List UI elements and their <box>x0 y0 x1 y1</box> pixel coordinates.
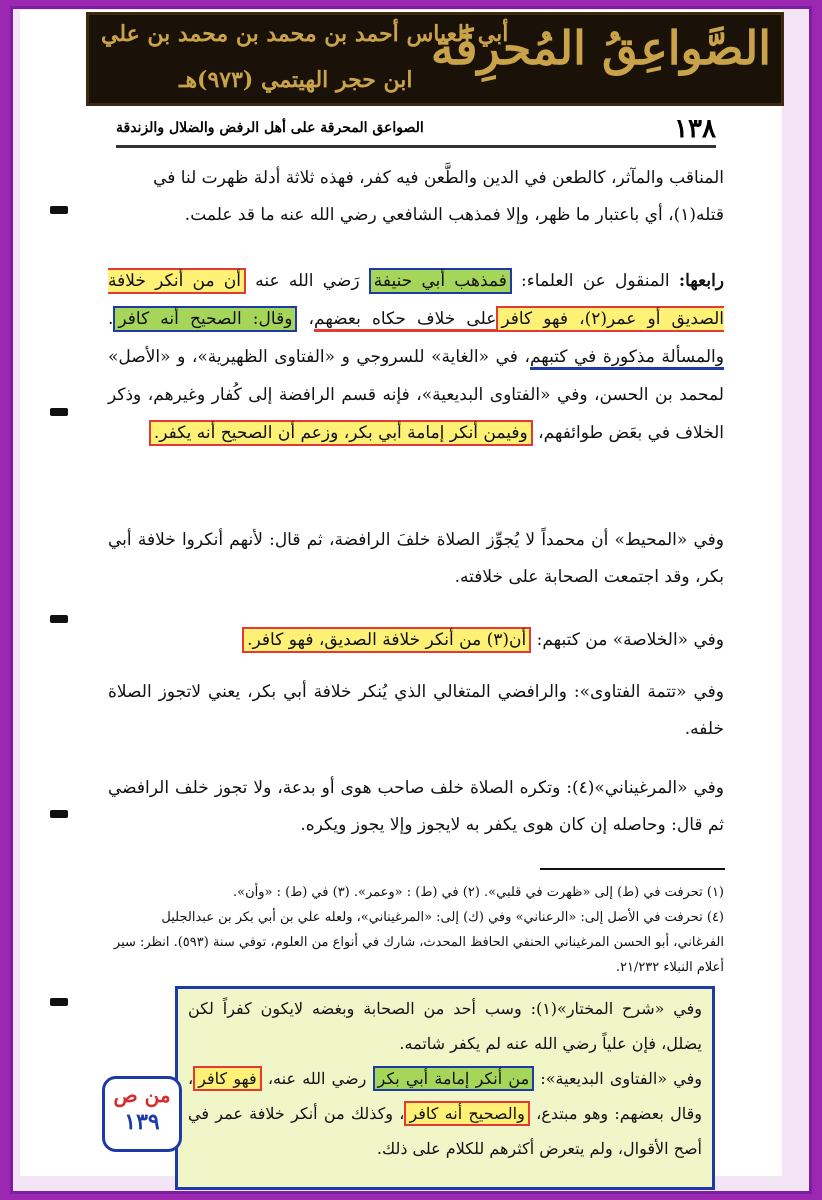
highlight-abu-bakr-imamate: وفيمن أنكر إمامة أبي بكر، وزعم أن الصحيح أنه يكفر. <box>149 420 533 446</box>
margin-mark <box>50 615 68 623</box>
paragraph-1-line-2: قتله(١)، أي باعتبار ما ظهر، وإلا فمذهب الشافعي رضي الله عنه ما قد علمت. <box>184 205 724 225</box>
margin-mark <box>50 206 68 214</box>
paragraph-6: وفي «المرغيناني»(٤): وتكره الصلاة خلف صاحب هوى أو بدعة، ولا تجوز خلف الرافضي ثم قال: وحاصله إن كان هوى يكفر به لايجوز وإلا يجوز ويكره. <box>108 778 724 835</box>
footnote-1-3: (١) تحرفت في (ط) إلى «ظهرت في قلبي». (٢) في (ط) : «وعمر». (٣) في (ط) : «وأن». <box>233 885 724 900</box>
text-span: ، وقال بعضهم: وهو مبتدع، <box>188 1069 703 1123</box>
text-span: . <box>108 309 114 329</box>
underline-mentioned-in-books: والمسألة مذكورة في كتبهم <box>530 347 724 370</box>
author-line-2: ابن حجر الهيتمي (٩٧٣)هـ <box>179 67 413 93</box>
paragraph-2-lead: رابعها: <box>678 271 724 291</box>
author-line-1: أبي العباس أحمد بن محمد بن محمد بن علي <box>101 21 509 47</box>
text-span: ، <box>297 309 315 329</box>
book-title: الصَّواعِقُ المُحرِقَة <box>430 21 771 75</box>
highlight-correct-is-kafir: والصحيح أنه كافر <box>404 1101 529 1126</box>
running-title: الصواعق المحرقة على أهل الرفض والضلال والزندقة <box>116 120 424 136</box>
text-span: رضي الله عنه، <box>261 1069 373 1088</box>
margin-mark <box>50 408 68 416</box>
page-header <box>116 114 716 148</box>
underline-disagreement: على خلاف حكاه بعضهم <box>314 309 496 332</box>
paragraph-2 <box>108 262 724 452</box>
highlight-denier-is-kafir: أن من أنكر خلافة الصديق أو عمر(٢)، فهو كافر <box>108 268 724 332</box>
paragraph-1-line-1: المناقب والمآثر، كالطعن في الدين والطَّعن فيه كفر، فهذه ثلاثة أدلة ظهرت لنا في <box>153 168 724 188</box>
excerpt-text: وفي «شرح المختار»(١): وسب أحد من الصحابة وبغضه لايكون كفراً لكن يضلل، فإن علياً رضي الله عنه لم يكفر شاتمه. <box>188 999 703 1053</box>
footnotes <box>108 880 724 980</box>
page-number: ١٣٨ <box>674 114 716 144</box>
paragraph-1 <box>108 160 724 234</box>
text-span: وفي «الفتاوى البديعية»: <box>534 1069 702 1088</box>
from-page-label: من ص <box>113 1083 171 1107</box>
text-span: رَضي الله عنه <box>246 271 369 291</box>
margin-mark <box>50 998 68 1006</box>
paragraph-5: وفي «تتمة الفتاوى»: والرافضي المتغالي الذي يُنكر خلافة أبي بكر، يعني لاتجوز الصلاة خلفه. <box>108 682 724 739</box>
footnote-divider <box>540 868 725 870</box>
footnote-4: (٤) تحرفت في الأصل إلى: «الرعناني» وفي (ك) إلى: «المرغيناني»، ولعله علي بن أبي بكر بن عبدالجليل الفرغاني، أبو الحسن المرغيناني الحنفي الحافظ المحدث، شارك في أنواع من العلوم، توفي سنة (٥٩٣). انظر: سير أعلام النبلاء ٢١/٢٣٢. <box>113 910 724 975</box>
margin-mark <box>50 810 68 818</box>
text-span: المنقول عن العلماء: <box>511 271 679 291</box>
from-page-number: ١٣٩ <box>124 1109 160 1135</box>
highlight-correct-view: وقال: الصحيح أنه كافر <box>113 306 297 332</box>
paragraph-3: وفي «المحيط» أن محمداً لا يُجوِّز الصلاة خلفَ الرافضة، ثم قال: لأنهم أنكروا خلافة أبي بكر، وقد اجتمعت الصحابة على خلافته. <box>108 530 724 587</box>
text-span: ، في «الغاية» للسروجي و «الفتاوى الظهيرية»، و «الأصل» لمحمد بن الحسن، وفي «الفتاوى البديعية»، فإنه قسم الرافضة إلى كُفار وغيرهم، وذكر الخلاف في بعَض طوائفهم، <box>108 347 724 443</box>
highlight-is-kafir: فهو كافر <box>193 1066 261 1091</box>
paragraph-4 <box>108 622 724 659</box>
book-title-banner <box>86 12 784 106</box>
text-span: ، وكذلك من أنكر خلافة عمر في أصح الأقوال، ولم يتعرض أكثرهم للكلام على ذلك. <box>188 1104 702 1158</box>
highlight-abu-bakr-denier: من أنكر إمامة أبي بكر <box>373 1066 535 1091</box>
excerpt-box-page-139 <box>175 986 715 1190</box>
text-span: وفي «الخلاصة» من كتبهم: <box>531 630 724 650</box>
from-page-badge <box>102 1076 182 1152</box>
highlight-abu-hanifa: فمذهب أبي حنيفة <box>369 268 512 294</box>
highlight-khulasa: أن(٣) من أنكر خلافة الصديق، فهو كافر. <box>242 627 531 653</box>
